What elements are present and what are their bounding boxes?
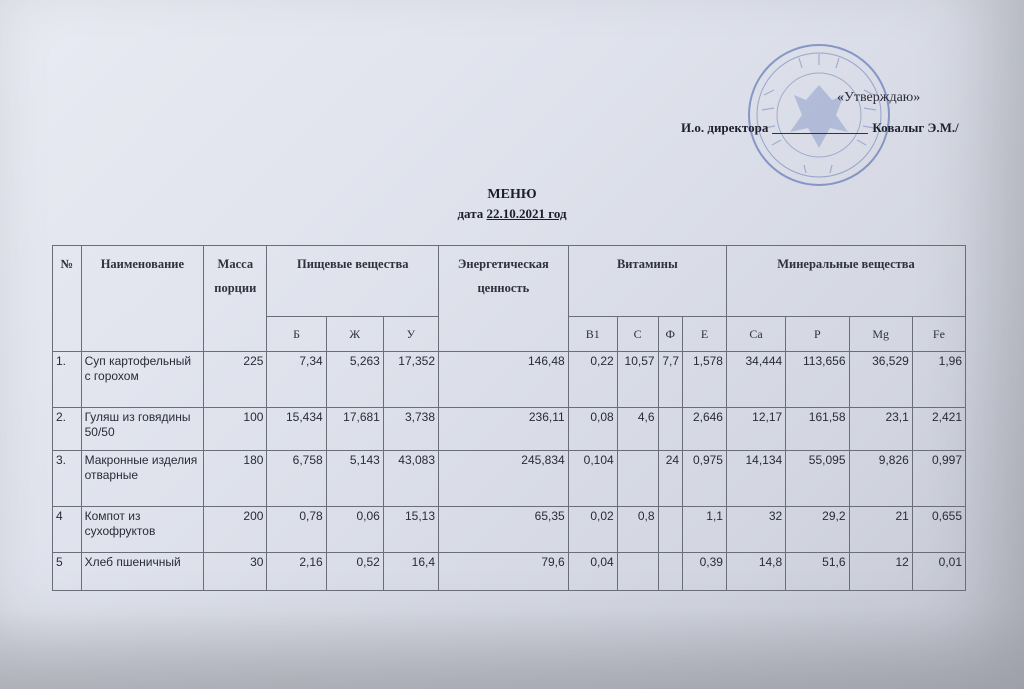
document-title: МЕНЮ — [487, 187, 537, 202]
header-mass: Масса порции — [204, 246, 267, 352]
cell-p: 113,656 — [786, 352, 849, 408]
cell-mg: 23,1 — [849, 408, 912, 451]
cell-ca: 14,134 — [726, 451, 785, 507]
cell-c — [617, 553, 658, 591]
cell-ca: 32 — [726, 507, 785, 553]
cell-u: 3,738 — [383, 408, 438, 451]
subheader-ca: Са — [726, 317, 785, 352]
table-row — [53, 553, 966, 591]
header-energy: Энергетическая ценность — [439, 246, 569, 352]
cell-e: 1,578 — [683, 352, 727, 408]
cell-num: 1. — [53, 352, 82, 408]
document-date — [0, 206, 1024, 222]
subheader-b: Б — [267, 317, 326, 352]
cell-p: 29,2 — [786, 507, 849, 553]
header-nutrients: Пищевые вещества — [267, 246, 439, 317]
cell-f — [658, 507, 683, 553]
cell-b1: 0,04 — [568, 553, 617, 591]
subheader-fe: Fe — [912, 317, 965, 352]
cell-fe: 0,01 — [912, 553, 965, 591]
cell-f — [658, 553, 683, 591]
director-signature-line — [681, 120, 959, 136]
cell-ca: 34,444 — [726, 352, 785, 408]
date-value: 22.10.2021 год — [486, 206, 567, 221]
cell-f — [658, 408, 683, 451]
cell-c: 0,8 — [617, 507, 658, 553]
cell-zh: 17,681 — [326, 408, 383, 451]
cell-f: 24 — [658, 451, 683, 507]
cell-mg: 12 — [849, 553, 912, 591]
cell-b1: 0,02 — [568, 507, 617, 553]
cell-e: 1,1 — [683, 507, 727, 553]
subheader-p: Р — [786, 317, 849, 352]
table-row — [53, 352, 966, 408]
table-row — [53, 507, 966, 553]
header-name: Наименование — [81, 246, 204, 352]
cell-b1: 0,22 — [568, 352, 617, 408]
cell-energy: 236,11 — [439, 408, 569, 451]
subheader-c: С — [617, 317, 658, 352]
cell-u: 15,13 — [383, 507, 438, 553]
cell-zh: 5,263 — [326, 352, 383, 408]
cell-num: 5 — [53, 553, 82, 591]
seal-stamp — [744, 40, 894, 190]
cell-energy: 245,834 — [439, 451, 569, 507]
signature-line — [772, 133, 868, 134]
cell-b1: 0,08 — [568, 408, 617, 451]
cell-energy: 79,6 — [439, 553, 569, 591]
director-label: И.о. директора — [681, 120, 769, 135]
cell-fe: 0,655 — [912, 507, 965, 553]
header-vitamins: Витамины — [568, 246, 726, 317]
cell-name: Макронные изделия отварные — [81, 451, 204, 507]
cell-mass: 180 — [204, 451, 267, 507]
cell-b: 15,434 — [267, 408, 326, 451]
date-label: дата — [457, 206, 484, 221]
cell-u: 17,352 — [383, 352, 438, 408]
subheader-e: Е — [683, 317, 727, 352]
cell-name: Гуляш из говядины 50/50 — [81, 408, 204, 451]
subheader-zh: Ж — [326, 317, 383, 352]
approval-label: «Утверждаю» — [837, 90, 921, 105]
director-name: Ковалыг Э.М./ — [872, 120, 959, 135]
table-row — [53, 451, 966, 507]
menu-table — [52, 245, 966, 591]
cell-e: 2,646 — [683, 408, 727, 451]
cell-fe: 0,997 — [912, 451, 965, 507]
cell-mass: 100 — [204, 408, 267, 451]
header-num: № — [53, 246, 82, 352]
cell-p: 161,58 — [786, 408, 849, 451]
cell-b: 6,758 — [267, 451, 326, 507]
cell-zh: 0,06 — [326, 507, 383, 553]
header-minerals: Минеральные вещества — [726, 246, 965, 317]
cell-b: 0,78 — [267, 507, 326, 553]
cell-num: 3. — [53, 451, 82, 507]
subheader-mg: Mg — [849, 317, 912, 352]
cell-mass: 30 — [204, 553, 267, 591]
cell-num: 4 — [53, 507, 82, 553]
page-shadow — [0, 609, 1024, 689]
cell-mg: 21 — [849, 507, 912, 553]
cell-name: Компот из сухофруктов — [81, 507, 204, 553]
subheader-f: Ф — [658, 317, 683, 352]
cell-b1: 0,104 — [568, 451, 617, 507]
cell-e: 0,975 — [683, 451, 727, 507]
cell-ca: 12,17 — [726, 408, 785, 451]
cell-e: 0,39 — [683, 553, 727, 591]
subheader-b1: В1 — [568, 317, 617, 352]
table-row — [53, 408, 966, 451]
cell-energy: 146,48 — [439, 352, 569, 408]
cell-zh: 5,143 — [326, 451, 383, 507]
cell-num: 2. — [53, 408, 82, 451]
cell-c: 10,57 — [617, 352, 658, 408]
cell-c: 4,6 — [617, 408, 658, 451]
cell-b: 7,34 — [267, 352, 326, 408]
cell-p: 51,6 — [786, 553, 849, 591]
cell-energy: 65,35 — [439, 507, 569, 553]
cell-name: Хлеб пшеничный — [81, 553, 204, 591]
cell-mg: 9,826 — [849, 451, 912, 507]
cell-mass: 225 — [204, 352, 267, 408]
cell-u: 43,083 — [383, 451, 438, 507]
subheader-u: У — [383, 317, 438, 352]
cell-zh: 0,52 — [326, 553, 383, 591]
cell-name: Суп картофельный с горохом — [81, 352, 204, 408]
cell-b: 2,16 — [267, 553, 326, 591]
cell-mass: 200 — [204, 507, 267, 553]
cell-u: 16,4 — [383, 553, 438, 591]
cell-f: 7,7 — [658, 352, 683, 408]
cell-ca: 14,8 — [726, 553, 785, 591]
cell-fe: 1,96 — [912, 352, 965, 408]
cell-fe: 2,421 — [912, 408, 965, 451]
cell-p: 55,095 — [786, 451, 849, 507]
cell-c — [617, 451, 658, 507]
cell-mg: 36,529 — [849, 352, 912, 408]
